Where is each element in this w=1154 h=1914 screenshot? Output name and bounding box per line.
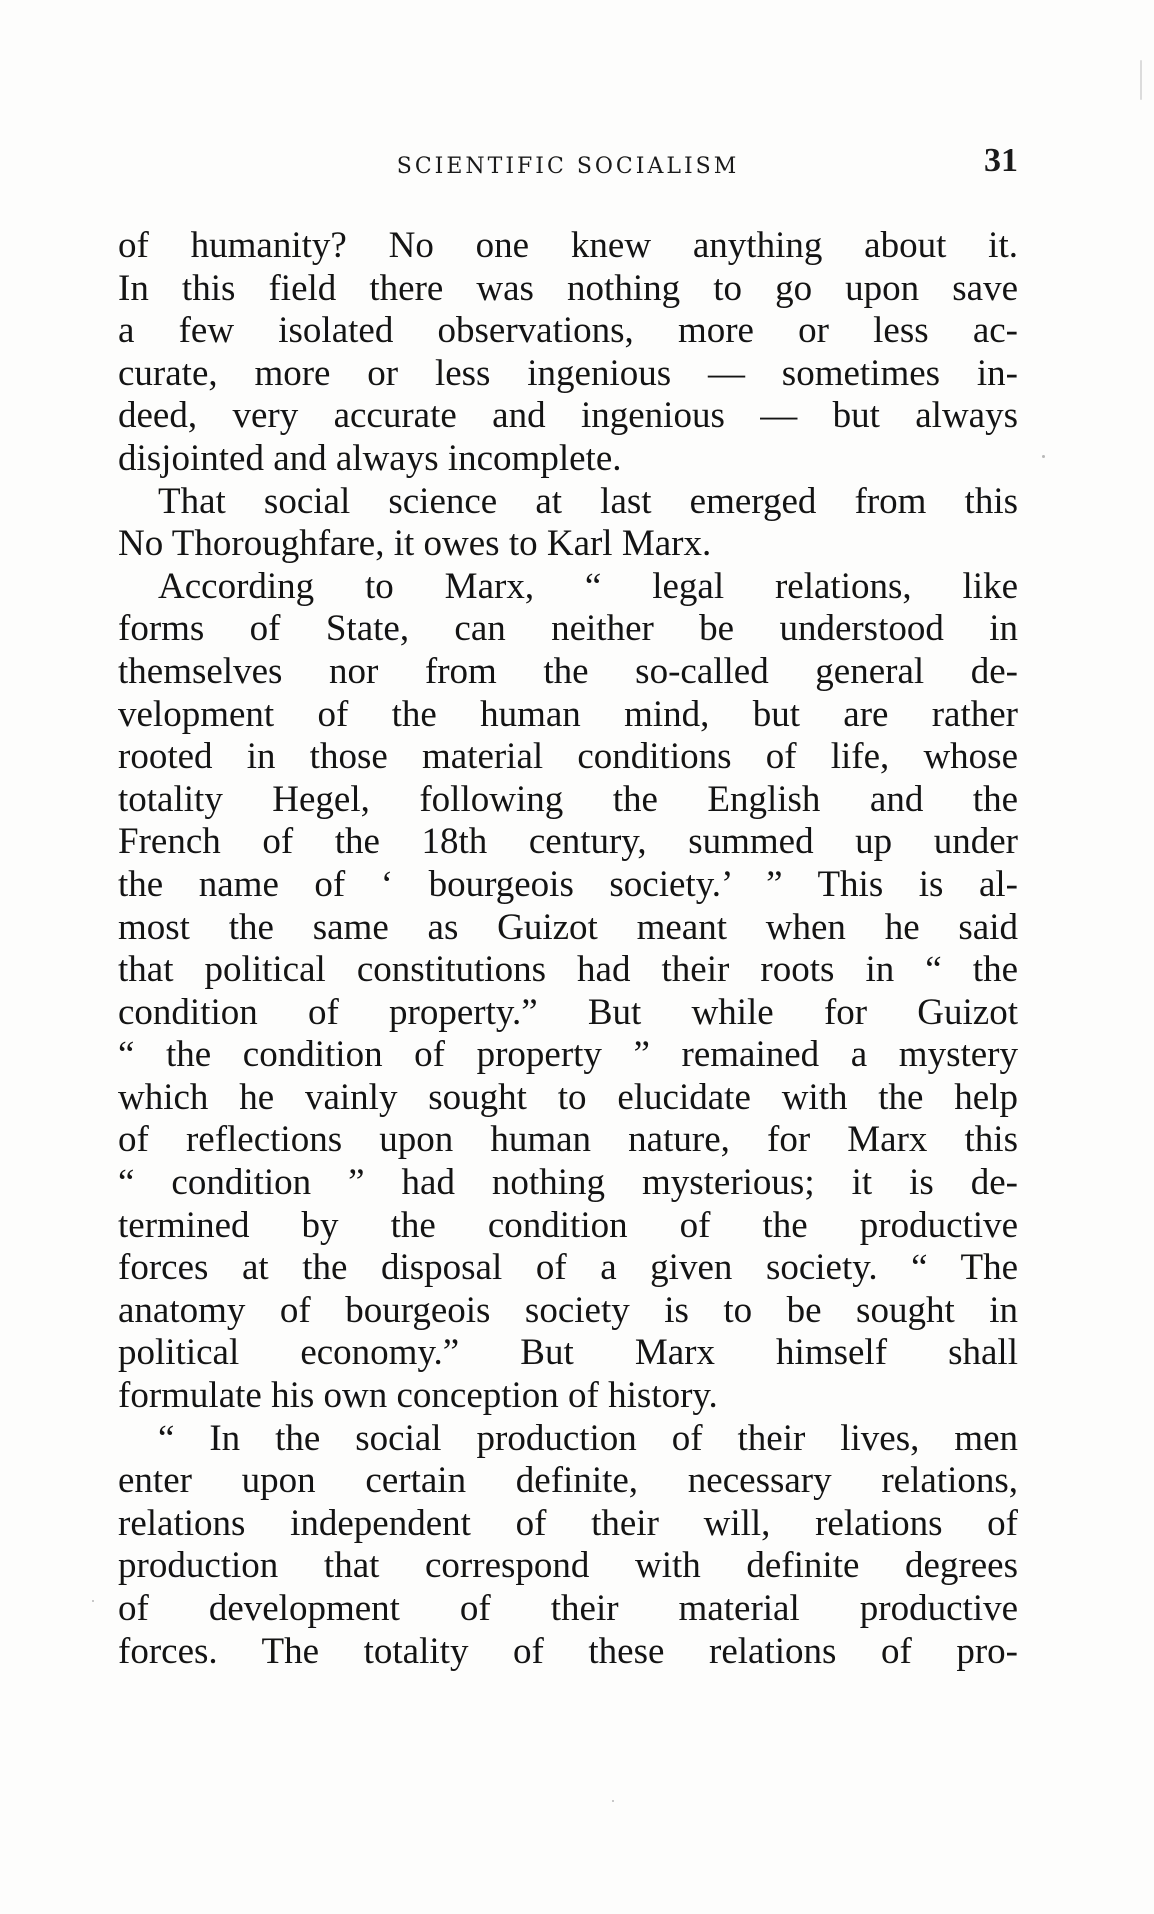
text-line: relations independent of their will, relations of xyxy=(118,1502,1018,1544)
paper-speck xyxy=(92,1600,94,1602)
text-line: According to Marx, “ legal relations, like xyxy=(158,565,1018,607)
text-line: “ condition ” had nothing mysterious; it is de- xyxy=(118,1162,1018,1204)
text-line: condition of property.” But while for Guizot xyxy=(118,991,1018,1033)
text-line: of humanity? No one knew anything about it. xyxy=(118,225,1018,266)
text-line: that political constitutions had their roots in “ the xyxy=(118,949,1018,991)
text-line: velopment of the human mind, but are rather xyxy=(118,693,1018,735)
text-line: forces at the disposal of a given society. “ The xyxy=(118,1247,1018,1289)
text-line: “ In the social production of their lives, men xyxy=(158,1417,1018,1459)
text-line: of reflections upon human nature, for Marx this xyxy=(118,1119,1018,1161)
text-line: political economy.” But Marx himself shall xyxy=(118,1332,1018,1374)
text-line: curate, more or less ingenious — sometimes in- xyxy=(118,352,1018,394)
text-line: enter upon certain definite, necessary relations, xyxy=(118,1460,1018,1502)
running-title: SCIENTIFIC SOCIALISM xyxy=(396,154,740,179)
text-line: In this field there was nothing to go upon save xyxy=(118,267,1018,309)
text-line: formulate his own conception of history. xyxy=(118,1375,718,1417)
text-line: deed, very accurate and ingenious — but always xyxy=(118,395,1018,437)
body-text xyxy=(118,225,1018,1673)
text-line: rooted in those material conditions of life, whose xyxy=(118,736,1018,778)
text-line: termined by the condition of the productive xyxy=(118,1204,1018,1246)
running-head xyxy=(118,142,1018,202)
text-line: forms of State, can neither be understood in xyxy=(118,608,1018,650)
paper-speck xyxy=(1042,455,1045,458)
text-line: which he vainly sought to elucidate with the help xyxy=(118,1076,1018,1118)
text-line: the name of ‘ bourgeois society.’ ” This is al- xyxy=(118,863,1018,905)
paper-speck xyxy=(1140,60,1142,100)
text-line: French of the 18th century, summed up under xyxy=(118,821,1018,863)
text-line: most the same as Guizot meant when he said xyxy=(118,906,1018,948)
text-line: of development of their material productive xyxy=(118,1588,1018,1629)
page-number: 31 xyxy=(984,142,1018,179)
text-line: No Thoroughfare, it owes to Karl Marx. xyxy=(118,523,712,565)
text-line: themselves nor from the so-called general de- xyxy=(118,650,1018,692)
text-line: totality Hegel, following the English and the xyxy=(118,778,1018,820)
text-line: production that correspond with definite degrees xyxy=(118,1545,1018,1587)
text-line: That social science at last emerged from this xyxy=(158,480,1018,522)
paper-speck xyxy=(612,1800,614,1802)
text-line: anatomy of bourgeois society is to be sought in xyxy=(118,1289,1018,1331)
text-line: forces. The totality of these relations of pro- xyxy=(118,1630,1018,1672)
text-line: disjointed and always incomplete. xyxy=(118,437,622,479)
text-line: “ the condition of property ” remained a mystery xyxy=(118,1034,1018,1076)
text-line: a few isolated observations, more or less ac- xyxy=(118,310,1018,352)
